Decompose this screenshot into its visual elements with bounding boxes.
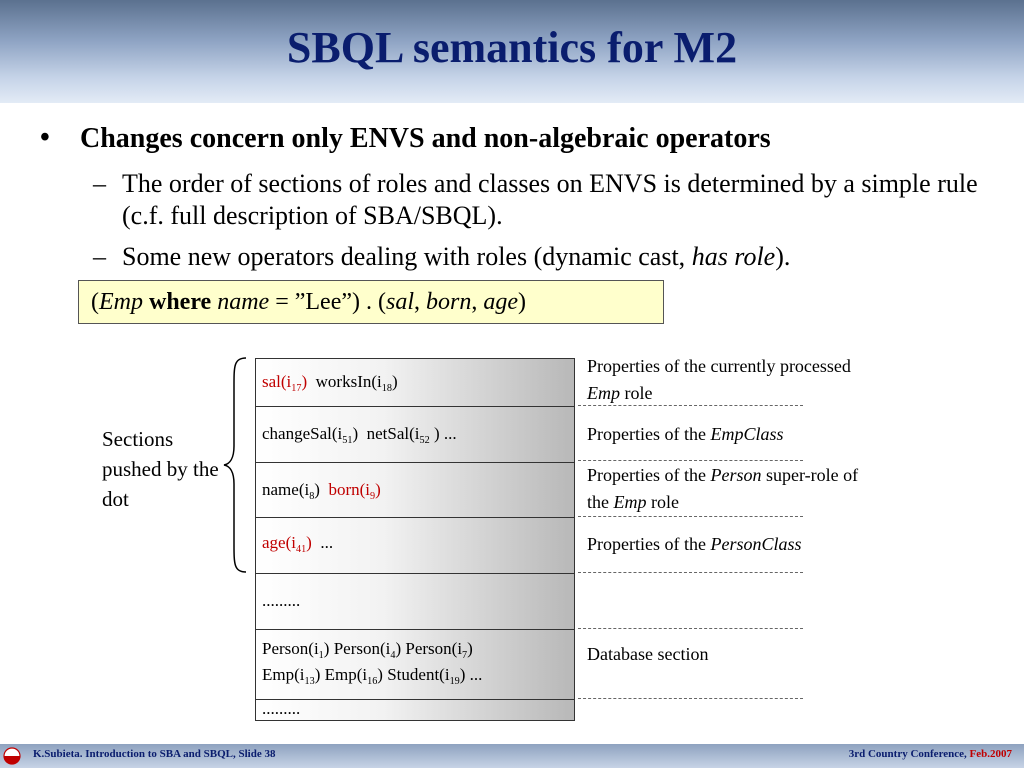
brace-icon — [222, 356, 252, 574]
dashed-divider — [578, 405, 803, 406]
main-bullet: Changes concern only ENVS and non-algebraic operators — [80, 123, 771, 154]
footer-left: K.Subieta. Introduction to SBA and SBQL, Slide 38 — [33, 748, 276, 760]
bullet-marker: • — [40, 122, 50, 153]
worksin-binder: $worksIn(i_{18})$ — [315, 372, 398, 394]
age-binder: $age(i_{41})$ — [262, 533, 312, 555]
query-example: (Emp where name = ”Lee”) . (sal, born, age) — [78, 280, 664, 324]
desc-personclass: Properties of the PersonClass — [587, 534, 802, 554]
desc-emp-role: Properties of the currently processed Emp role — [587, 356, 851, 403]
born-binder: $born(i_9)$ — [328, 480, 381, 502]
footer-right: 3rd Country Conference, Feb.2007 — [848, 748, 1012, 760]
stack-section-empclass: $changeSal(i_{51})$ $netSal(i_{52}$ ) ... — [256, 407, 574, 463]
desc-database: Database section — [587, 644, 709, 664]
stack-section-ellipsis: ......... — [256, 574, 574, 630]
dash-marker: – — [93, 242, 106, 271]
stack-section-bottom-ellipsis: ......... — [262, 699, 301, 718]
dashed-divider — [578, 516, 803, 517]
database-line-1: $Person(i_1)$ $Person(i_4)$ $Person(i_7)$ — [262, 639, 473, 661]
dashed-divider — [578, 572, 803, 573]
dashed-divider — [578, 698, 803, 699]
sal-binder: $sal(i_{17})$ — [262, 372, 308, 394]
dashed-divider — [578, 460, 803, 461]
desc-empclass: Properties of the EmpClass — [587, 424, 784, 444]
sub-bullet-operators: Some new operators dealing with roles (dynamic cast, has role). — [122, 242, 791, 271]
stack-section-database — [256, 630, 574, 700]
stack-section-emp-role — [256, 359, 574, 407]
desc-person-role: Properties of the Person super-role of the Emp role — [587, 465, 859, 512]
stack-section-personclass: $age(i_{41})$ ... — [256, 518, 574, 574]
dash-marker: – — [93, 169, 106, 198]
sub-bullet-order: The order of sections of roles and classes on ENVS is determined by a simple rule (c.f. full description of SBA/SBQL). — [122, 169, 978, 230]
database-line-2: $Emp(i_{13})$ $Emp(i_{16})$ $Student(i_{19})$ ... — [262, 665, 483, 687]
sections-pushed-label: Sections pushed by the dot — [102, 427, 219, 511]
slide-title: SBQL semantics for M2 — [286, 23, 738, 72]
envs-stack — [255, 358, 575, 721]
stack-section-person-role: $name(i_8)$ $born(i_9)$ — [256, 463, 574, 518]
logo-icon — [2, 747, 22, 765]
dashed-divider — [578, 628, 803, 629]
